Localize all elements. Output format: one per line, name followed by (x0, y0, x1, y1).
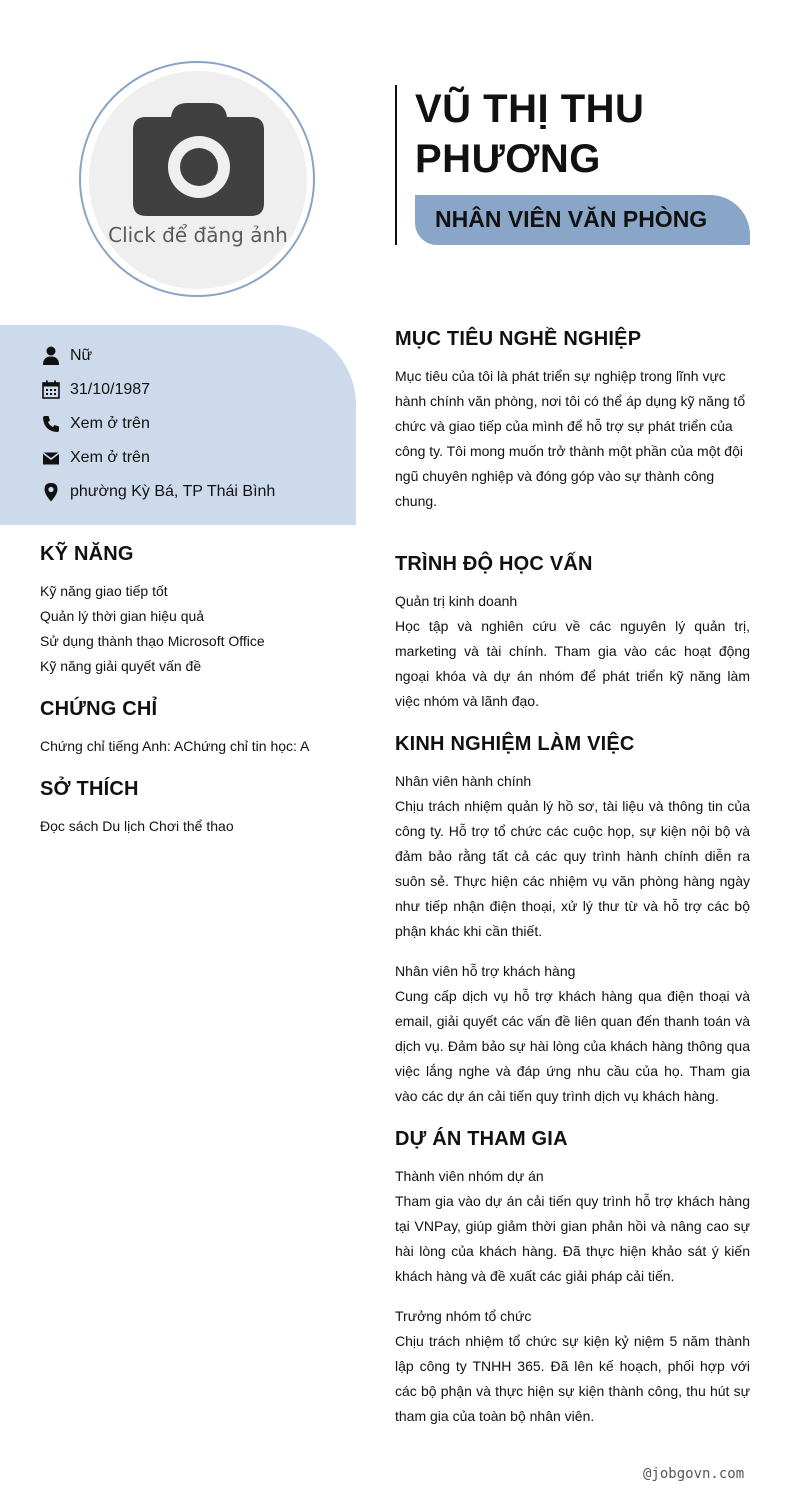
calendar-icon (40, 379, 62, 401)
skills-title: KỸ NĂNG (40, 543, 134, 565)
list-item: Sử dụng thành thạo Microsoft Office (40, 633, 265, 649)
name-divider (395, 85, 397, 245)
camera-icon (133, 103, 264, 216)
person-icon (40, 345, 62, 367)
certificates-text: Chứng chỉ tiếng Anh: AChứng chỉ tin học: A (40, 738, 310, 754)
hobbies-title: SỞ THÍCH (40, 778, 139, 800)
candidate-name: VŨ THỊ THU PHƯƠNG (415, 87, 645, 181)
skills-list (40, 579, 340, 679)
education-major: Quản trị kinh doanh (395, 593, 518, 609)
contact-gender: Nữ (40, 344, 92, 368)
objective-title: MỤC TIÊU NGHỀ NGHIỆP (395, 328, 642, 350)
education-title: TRÌNH ĐỘ HỌC VẤN (395, 553, 593, 575)
photo-caption: Click để đăng ảnh (108, 223, 288, 247)
projects-title: DỰ ÁN THAM GIA (395, 1128, 568, 1150)
project-role: Thành viên nhóm dự án (395, 1168, 544, 1184)
list-item: Kỹ năng giải quyết vấn đề (40, 658, 202, 674)
contact-email: Xem ở trên (40, 446, 150, 470)
project-role: Trưởng nhóm tổ chức (395, 1308, 532, 1324)
list-item: Kỹ năng giao tiếp tốt (40, 583, 168, 599)
contact-phone: Xem ở trên (40, 412, 150, 436)
footer-watermark: @jobgovn.com (643, 1466, 745, 1482)
education-text: Học tập và nghiên cứu về các nguyên lý quản trị, marketing và tài chính. Tham gia vào các hoạt động ngoại khóa và dự án nhóm để phát triển kỹ năng làm việc nhóm và lãnh đạo. (395, 618, 750, 709)
project-description: Chịu trách nhiệm tổ chức sự kiện kỷ niệm 5 năm thành lập công ty TNHH 365. Đã lên kế hoạch, phối hợp với các bộ phận và thực hiện sự kiện thành công, thu hút sự tham gia của toàn bộ nhân viên. (395, 1333, 750, 1424)
job-role: Nhân viên hành chính (395, 773, 532, 789)
contact-birthday: 31/10/1987 (40, 378, 150, 402)
project-description: Tham gia vào dự án cải tiến quy trình hỗ trợ khách hàng tại VNPay, giúp giảm thời gian phản hồi và nâng cao sự hài lòng của khách hàng. Đã thực hiện khảo sát ý kiến khách hàng và đề xuất các giải pháp cải tiến. (395, 1193, 750, 1284)
list-item: Quản lý thời gian hiệu quả (40, 608, 205, 624)
certificates-title: CHỨNG CHỈ (40, 698, 158, 720)
location-pin-icon (40, 481, 62, 503)
job-title: NHÂN VIÊN VĂN PHÒNG (415, 195, 750, 245)
experience-title: KINH NGHIỆM LÀM VIỆC (395, 733, 635, 755)
avatar-upload[interactable] (89, 71, 307, 289)
mail-icon (40, 447, 62, 469)
job-description: Cung cấp dịch vụ hỗ trợ khách hàng qua điện thoại và email, giải quyết các vấn đề liên quan đến thanh toán và dịch vụ. Đảm bảo sự hài lòng của khách hàng thông qua việc lắng nghe và đáp ứng nhu cầu của họ. Tham gia vào các dự án cải tiến quy trình dịch vụ khách hàng. (395, 988, 750, 1104)
contact-address: phường Kỳ Bá, TP Thái Bình (40, 480, 275, 504)
job-description: Chịu trách nhiệm quản lý hồ sơ, tài liệu và thông tin của công ty. Hỗ trợ tổ chức các cuộc họp, sự kiện nội bộ và đảm bảo rằng tất cả các quy trình hành chính diễn ra suôn sẻ. Thực hiện các nhiệm vụ văn phòng hàng ngày như tiếp nhận điện thoại, xử lý thư từ và hỗ trợ các bộ phận khác khi cần thiết. (395, 798, 750, 939)
hobbies-text: Đọc sách Du lịch Chơi thể thao (40, 818, 234, 834)
phone-icon (40, 413, 62, 435)
job-role: Nhân viên hỗ trợ khách hàng (395, 963, 576, 979)
objective-text: Mục tiêu của tôi là phát triển sự nghiệp trong lĩnh vực hành chính văn phòng, nơi tôi có thể áp dụng kỹ năng tổ chức và giao tiếp của mình để hỗ trợ sự phát triển của công ty. Tôi mong muốn trở thành một phần của một đội ngũ chuyên nghiệp và đóng góp vào sự thành công chung. (395, 368, 746, 509)
